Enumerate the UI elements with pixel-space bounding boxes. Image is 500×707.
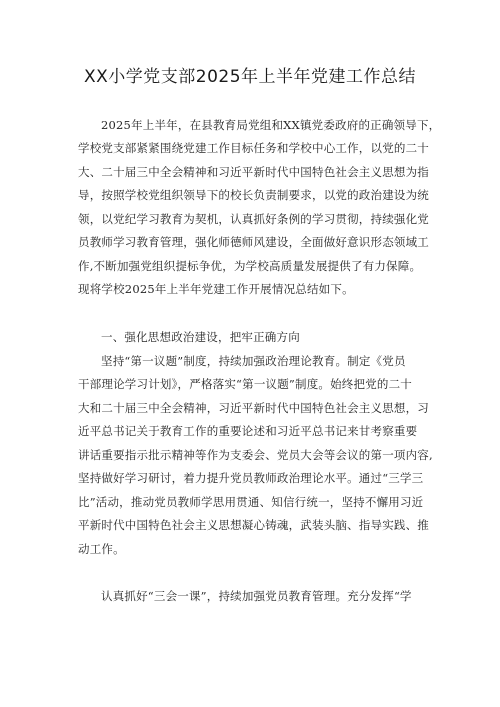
- paragraph-line: 领，以党纪学习教育为契机，认真抓好条例的学习贯彻，持续强化党: [78, 212, 429, 226]
- paragraph-line: 大和二十届三中全会精神，习近平新时代中国特色社会主义思想，习: [78, 401, 429, 415]
- paragraph-line: 坚持做好学习研讨，着力提升党员教师政治理论水平。通过“三学三: [78, 471, 424, 485]
- paragraph-line: 现将学校2025年上半年党建工作开展情况总结如下。: [78, 282, 354, 296]
- paragraph-line: 导，按照学校党组织领导下的校长负责制要求，以党的政治建设为统: [78, 188, 429, 202]
- paragraph-line: 平新时代中国特色社会主义思想凝心铸魂，武装头脑、指导实践、推: [78, 518, 429, 532]
- paragraph-line: 作,不断加强党组织提标争优，为学校高质量发展提供了有力保障。: [78, 259, 422, 273]
- paragraph-line: 认真抓好“三会一课”，持续加强党员教育管理。充分发挥“学: [101, 589, 412, 603]
- paragraph-line: 比”活动，推动党员教师学思用贯通、知信行统一，坚持不懈用习近: [78, 495, 424, 509]
- paragraph-line: 坚持“第一议题”制度，持续加强政治理论教育。制定《党员: [101, 354, 406, 368]
- paragraph-line: 员教师学习教育管理，强化师德师风建设，全面做好意识形态领域工: [78, 235, 429, 249]
- paragraph-line: 干部理论学习计划》，严格落实“第一议题”制度。始终把党的二十: [78, 377, 413, 391]
- paragraph-line: 2025年上半年，在县教育局党组和XX镇党委政府的正确领导下，: [101, 118, 441, 132]
- paragraph-line: 动工作。: [78, 542, 125, 556]
- section-heading: 一、强化思想政治建设，把牢正确方向: [101, 330, 300, 344]
- document-title: XX小学党支部2025年上半年党建工作总结: [83, 67, 417, 87]
- paragraph-line: 大、二十届三中全会精神和习近平新时代中国特色社会主义思想为指: [78, 165, 429, 179]
- paragraph-line: 学校党支部紧紧围绕党建工作目标任务和学校中心工作，以党的二十: [78, 141, 429, 155]
- paragraph-line: 近平总书记关于教育工作的重要论述和习近平总书记来甘考察重要: [78, 424, 418, 438]
- paragraph-line: 讲话重要指示批示精神等作为支委会、党员大会等会议的第一项内容,: [78, 448, 433, 462]
